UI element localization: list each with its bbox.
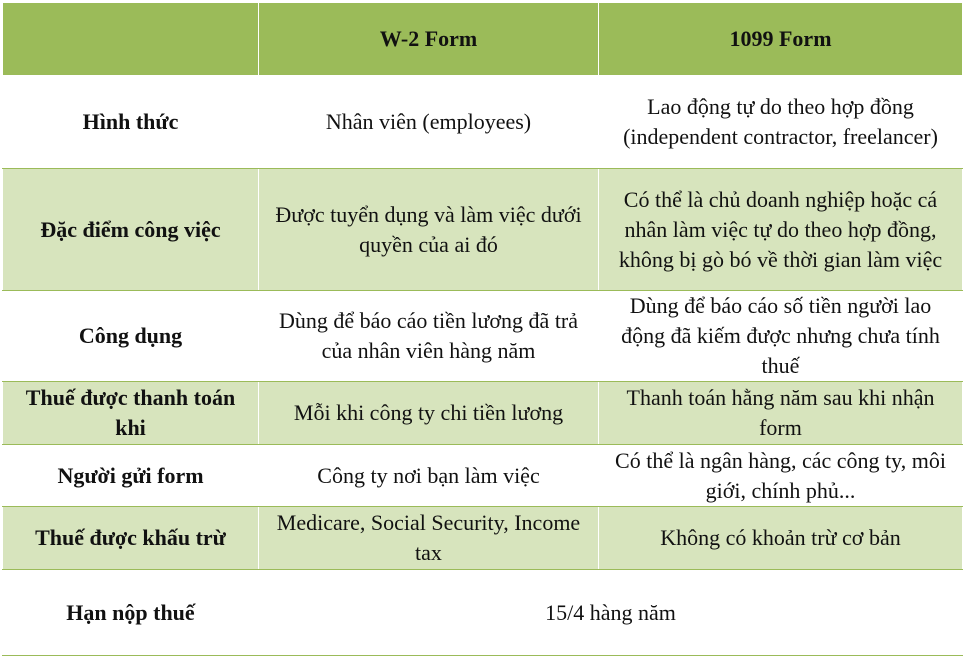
- table-row: [3, 507, 963, 570]
- cell-1099-nguoi-gui: Có thể là ngân hàng, các công ty, môi giới, chính phủ...: [599, 445, 963, 507]
- row-label-han-nop: Hạn nộp thuế: [3, 570, 259, 656]
- header-w2-form: W-2 Form: [259, 3, 599, 76]
- row-label-dac-diem: Đặc điểm công việc: [3, 169, 259, 291]
- cell-w2-nguoi-gui: Công ty nơi bạn làm việc: [259, 445, 599, 507]
- table-row: [3, 570, 963, 656]
- cell-1099-thue-thanh-toan: Thanh toán hằng năm sau khi nhận form: [599, 382, 963, 445]
- row-label-cong-dung: Công dụng: [3, 291, 259, 382]
- cell-1099-hinh-thuc: Lao động tự do theo hợp đồng (independent contractor, freelancer): [599, 76, 963, 169]
- comparison-table: [2, 2, 963, 656]
- header-corner-cell: [3, 3, 259, 76]
- cell-w2-dac-diem: Được tuyển dụng và làm việc dưới quyền của ai đó: [259, 169, 599, 291]
- cell-w2-cong-dung: Dùng để báo cáo tiền lương đã trả của nhân viên hàng năm: [259, 291, 599, 382]
- table-row: [3, 76, 963, 169]
- cell-1099-khau-tru: Không có khoản trừ cơ bản: [599, 507, 963, 570]
- row-label-nguoi-gui: Người gửi form: [3, 445, 259, 507]
- cell-w2-khau-tru: Medicare, Social Security, Income tax: [259, 507, 599, 570]
- cell-1099-cong-dung: Dùng để báo cáo số tiền người lao động đã kiếm được nhưng chưa tính thuế: [599, 291, 963, 382]
- table-row: [3, 382, 963, 445]
- row-label-khau-tru: Thuế được khấu trừ: [3, 507, 259, 570]
- table-row: [3, 291, 963, 382]
- table-row: [3, 169, 963, 291]
- row-label-thue-thanh-toan: Thuế được thanh toán khi: [3, 382, 259, 445]
- table-row: [3, 445, 963, 507]
- cell-deadline-value: 15/4 hàng năm: [259, 570, 963, 656]
- header-1099-form: 1099 Form: [599, 3, 963, 76]
- cell-1099-dac-diem: Có thể là chủ doanh nghiệp hoặc cá nhân làm việc tự do theo hợp đồng, không bị gò bó về thời gian làm việc: [599, 169, 963, 291]
- cell-w2-thue-thanh-toan: Mỗi khi công ty chi tiền lương: [259, 382, 599, 445]
- cell-w2-hinh-thuc: Nhân viên (employees): [259, 76, 599, 169]
- row-label-hinh-thuc: Hình thức: [3, 76, 259, 169]
- header-row: [3, 3, 963, 76]
